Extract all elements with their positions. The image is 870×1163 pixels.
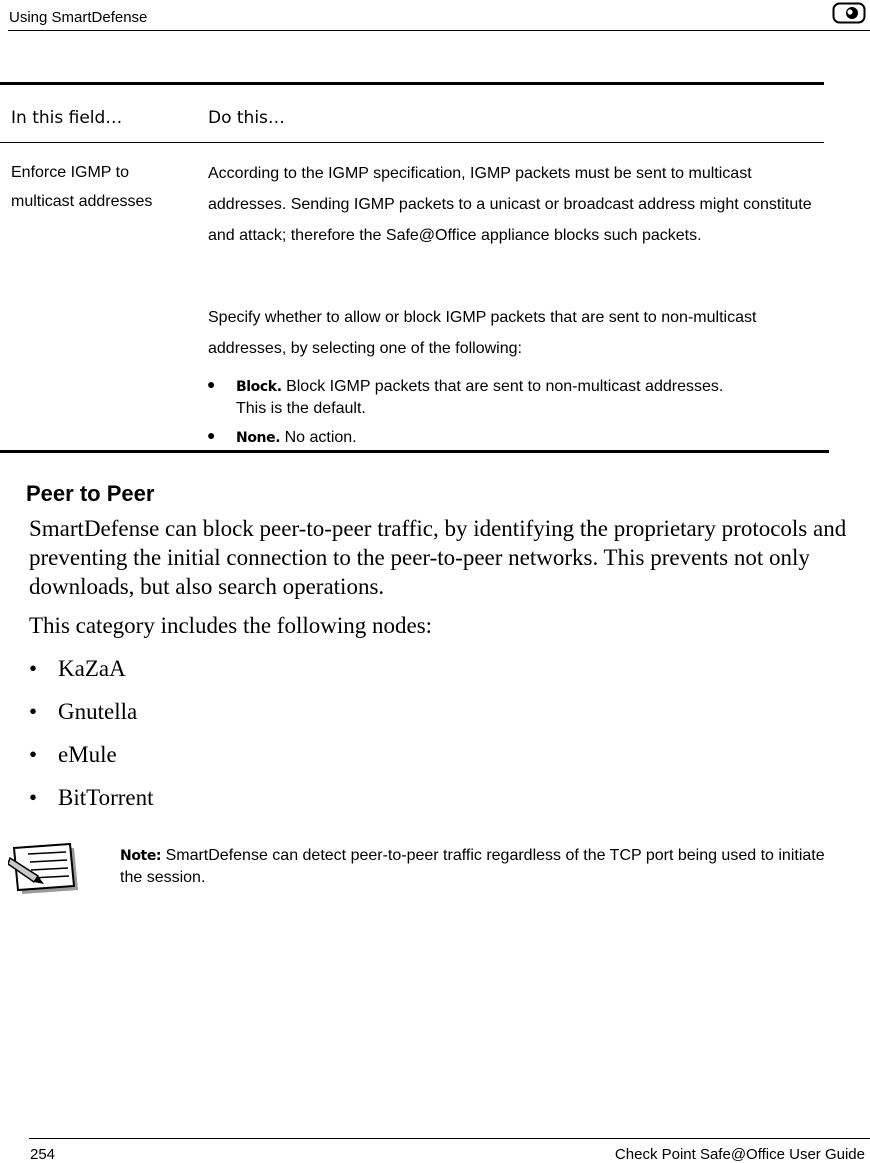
section-heading: Peer to Peer [26,481,155,506]
option-text: No action. [284,429,357,446]
note-text [120,845,830,889]
section-paragraph-intro: This category includes the following nodes: [29,613,433,638]
check-point-logo-icon [832,2,866,24]
table-cell-description: According to the IGMP specification, IGMP packets must be sent to multicast addresses. Sending IGMP packets to a unicast or broadcast address might constitute and attack; therefore the Safe@Office appliance blocks such packets. [208,165,812,244]
bullet-icon: • [29,785,38,810]
bullet-icon: • [29,699,38,724]
running-header-title: Using SmartDefense [9,9,148,26]
note-body: SmartDefense can detect peer-to-peer traffic regardless of the TCP port being used to initiate the session. [120,847,825,886]
header-rule [8,30,870,31]
footer-guide-title: Check Point Safe@Office User Guide [614,1146,865,1163]
bullet-icon: ● [207,376,216,392]
bullet-icon: • [29,742,38,767]
table-bottom-rule [0,450,829,453]
table-header-action: Do this… [208,108,285,128]
note-pad-icon [8,840,80,898]
section-paragraph: SmartDefense can block peer-to-peer traffic, by identifying the proprietary protocols and preventing the initial connection to the peer-to-peer networks. This prevents not only downloads, but also search operations. [29,516,847,599]
option-text: Block IGMP packets that are sent to non-multicast addresses. This is the default. [236,378,724,417]
page-number: 254 [30,1146,56,1163]
table-cell-instruction: Specify whether to allow or block IGMP packets that are sent to non-multicast addresses, by selecting one of the following: [208,309,757,357]
table-header-rule [0,142,824,143]
footer-rule [29,1138,870,1139]
option-term: None. [236,430,281,446]
table-top-rule [0,82,824,85]
bullet-icon: ● [207,427,216,443]
option-term: Block. [236,379,282,395]
table-cell-field: Enforce IGMP to multicast addresses [11,164,153,210]
note-label: Note: [120,848,162,864]
table-header-field: In this field… [11,108,123,128]
bullet-icon: • [29,656,38,681]
